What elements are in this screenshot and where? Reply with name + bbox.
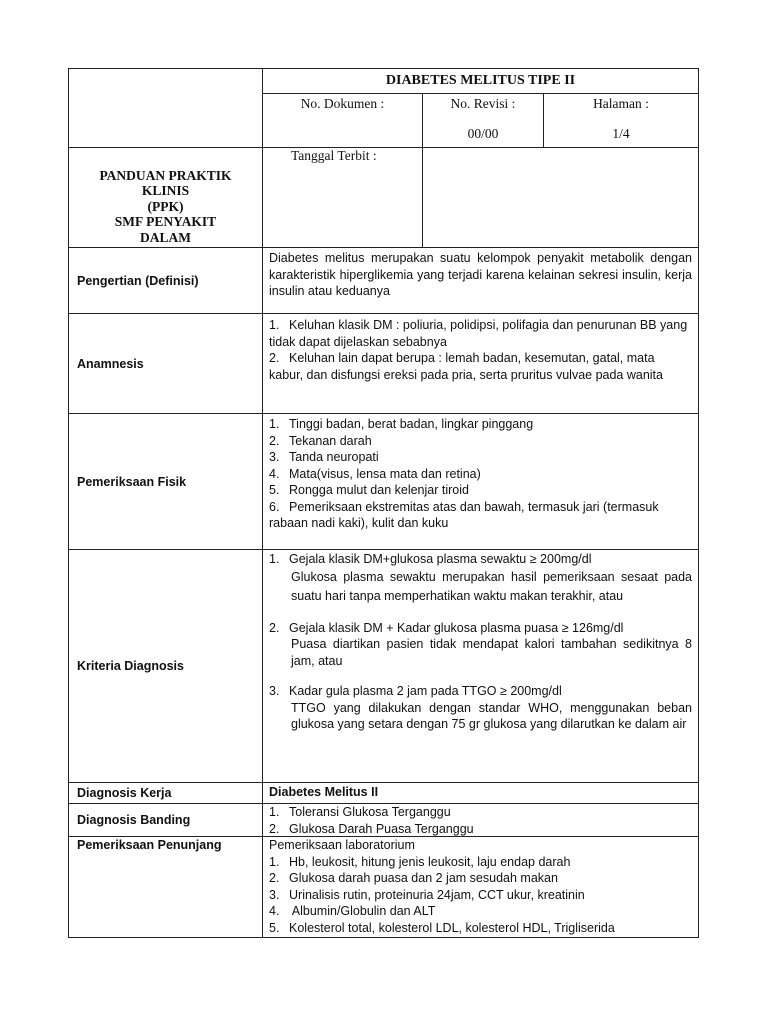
kriteria-item-3: 3. Kadar gula plasma 2 jam pada TTGO ≥ 200mg/dl TTGO yang dilakukan dengan standar WHO, menggunakan beban glukosa yang setara dengan 75 gr glukosa yang dilarutkan ke dalam air [269, 684, 692, 731]
label-banding-text: Diagnosis Banding [77, 813, 191, 827]
label-penunjang [68, 836, 263, 938]
fisik-item-6: Pemeriksaan ekstremitas atas dan bawah, termasuk jari (termasuk rabaan nadi kaki), kulit dan kuku [269, 499, 659, 530]
anamnesis-item-2: Keluhan lain dapat berupa : lemah badan, kesemutan, gatal, mata kabur, dan disfungsi ereksi pada pria, serta pruritus vulvae pada wanita [269, 351, 663, 382]
no-dokumen-cell [262, 93, 423, 148]
label-anamnesis [68, 313, 263, 414]
banding-list [269, 804, 692, 837]
no-dokumen-label: No. Dokumen : [300, 96, 385, 111]
list-item: 2. Keluhan lain dapat berupa : lemah badan, kesemutan, gatal, mata kabur, dan disfungsi ereksi pada pria, serta pruritus vulvae pada wanita [269, 351, 663, 382]
list-item: 1. Tinggi badan, berat badan, lingkar pinggang [269, 417, 534, 431]
halaman-value: 1/4 [612, 126, 630, 141]
diagnosis-kerja-text: Diabetes Melitus II [269, 785, 379, 799]
label-kerja [68, 782, 263, 804]
label-fisik [68, 413, 263, 550]
halaman-cell [543, 93, 699, 148]
kriteria-item-1-main: Gejala klasik DM+glukosa plasma sewaktu ≥ 200mg/dl [289, 552, 592, 566]
panduan-line-1: PANDUAN PRAKTIK [99, 167, 232, 183]
penunjang-intro: Pemeriksaan laboratorium [269, 838, 415, 852]
label-banding [68, 803, 263, 837]
banding-item-2: Glukosa Darah Puasa Terganggu [289, 821, 474, 836]
anamnesis-item-1: Keluhan klasik DM : poliuria, polidipsi, polifagia dan penurunan BB yang tidak dapat dijelaskan sebabnya [269, 318, 688, 349]
list-item: 4. Albumin/Globulin dan ALT [269, 904, 436, 918]
content-kerja [262, 782, 699, 804]
ppk-document [68, 68, 699, 938]
list-item: 2. Glukosa darah puasa dan 2 jam sesudah makan [269, 871, 558, 885]
tanggal-terbit-cell [262, 147, 423, 248]
list-item: 1. Keluhan klasik DM : poliuria, polidipsi, polifagia dan penurunan BB yang tidak dapat dijelaskan sebabnya [269, 318, 688, 349]
list-item: 1. Toleransi Glukosa Terganggu [269, 805, 451, 819]
fisik-item-4: Mata(visus, lensa mata dan retina) [289, 466, 481, 481]
penunjang-item-4: Albumin/Globulin dan ALT [289, 904, 436, 918]
content-anamnesis [262, 313, 699, 414]
fisik-item-3: Tanda neuropati [289, 450, 379, 464]
list-item: 4. Mata(visus, lensa mata dan retina) [269, 466, 481, 481]
kriteria-item-2-main: Gejala klasik DM + Kadar glukosa plasma puasa ≥ 126mg/dl [289, 620, 624, 635]
document-title-text: DIABETES MELITUS TIPE II [385, 73, 576, 88]
penunjang-item-3: Urinalisis rutin, proteinuria 24jam, CCT ukur, kreatinin [289, 887, 585, 902]
label-fisik-text: Pemeriksaan Fisik [77, 474, 187, 489]
content-fisik [262, 413, 699, 550]
kriteria-item-2: 2. Gejala klasik DM + Kadar glukosa plasma puasa ≥ 126mg/dl Puasa diartikan pasien tidak mendapat kalori tambahan sedikitnya 8 jam, atau [269, 620, 692, 668]
label-pengertian [68, 247, 263, 314]
list-item: 5. Rongga mulut dan kelenjar tiroid [269, 483, 469, 497]
list-item: 2. Glukosa Darah Puasa Terganggu [269, 821, 474, 836]
label-kriteria-text: Kriteria Diagnosis [77, 659, 184, 673]
no-revisi-label: No. Revisi : [450, 96, 516, 111]
list-item: 6. Pemeriksaan ekstremitas atas dan bawah, termasuk jari (termasuk rabaan nadi kaki), kulit dan kuku [269, 499, 659, 530]
fisik-item-1: Tinggi badan, berat badan, lingkar pinggang [289, 417, 534, 431]
signature-cell [422, 147, 699, 248]
label-kriteria [68, 549, 263, 783]
fisik-list [269, 416, 692, 532]
halaman-label: Halaman : [593, 96, 649, 111]
penunjang-item-2: Glukosa darah puasa dan 2 jam sesudah makan [289, 871, 558, 885]
tanggal-terbit-label: Tanggal Terbit : [291, 148, 377, 163]
kriteria-item-3-main: Kadar gula plasma 2 jam pada TTGO ≥ 200mg/dl [289, 684, 562, 698]
penunjang-list [269, 854, 692, 937]
kriteria-item-1-detail: Glukosa plasma sewaktu merupakan hasil pemeriksaan sesaat pada suatu hari tanpa memperhatikan waktu makan terakhir, atau [291, 569, 692, 603]
content-banding [262, 803, 699, 837]
content-penunjang [262, 836, 699, 938]
logo-cell [68, 68, 263, 148]
fisik-item-2: Tekanan darah [289, 433, 372, 448]
list-item: 3. Tanda neuropati [269, 450, 379, 464]
no-revisi-value: 00/00 [467, 126, 499, 141]
list-item: 1. Hb, leukosit, hitung jenis leukosit, laju endap darah [269, 854, 571, 869]
panduan-line-3: (PPK) [147, 198, 184, 214]
anamnesis-list [269, 317, 692, 383]
list-item: 5. Kolesterol total, kolesterol LDL, kolesterol HDL, Trigliserida [269, 920, 615, 935]
kriteria-item-2-detail: Puasa diartikan pasien tidak mendapat kalori tambahan sedikitnya 8 jam, atau [291, 637, 692, 668]
content-pengertian [262, 247, 699, 314]
panduan-line-2: KLINIS [141, 183, 190, 198]
label-penunjang-text: Pemeriksaan Penunjang [77, 838, 222, 852]
label-kerja-text: Diagnosis Kerja [77, 786, 172, 800]
fisik-item-5: Rongga mulut dan kelenjar tiroid [289, 483, 469, 497]
document-title [262, 68, 699, 94]
penunjang-item-5: Kolesterol total, kolesterol LDL, kolesterol HDL, Trigliserida [289, 920, 615, 935]
banding-item-1: Toleransi Glukosa Terganggu [289, 805, 451, 819]
panduan-line-5: DALAM [140, 229, 191, 245]
panduan-line-4: SMF PENYAKIT [114, 214, 217, 229]
penunjang-item-1: Hb, leukosit, hitung jenis leukosit, laju endap darah [289, 854, 571, 869]
kriteria-item-1: 1. Gejala klasik DM+glukosa plasma sewaktu ≥ 200mg/dl Glukosa plasma sewaktu merupakan hasil pemeriksaan sesaat pada suatu hari tanpa memperhatikan waktu makan terakhir, atau [269, 551, 692, 606]
label-pengertian-text: Pengertian (Definisi) [77, 273, 199, 288]
label-anamnesis-text: Anamnesis [77, 356, 144, 371]
content-kriteria [262, 549, 699, 783]
panduan-cell [68, 147, 263, 248]
pengertian-text: Diabetes melitus merupakan suatu kelompok penyakit metabolik dengan karakteristik hiperglikemia yang terjadi karena kelainan sekresi insulin, kerja insulin atau keduanya [269, 251, 692, 298]
no-revisi-cell [422, 93, 544, 148]
kriteria-item-3-detail: TTGO yang dilakukan dengan standar WHO, menggunakan beban glukosa yang setara dengan 75 gr glukosa yang dilarutkan ke dalam air [291, 700, 692, 731]
list-item: 2. Tekanan darah [269, 433, 372, 448]
list-item: 3. Urinalisis rutin, proteinuria 24jam, CCT ukur, kreatinin [269, 887, 585, 902]
